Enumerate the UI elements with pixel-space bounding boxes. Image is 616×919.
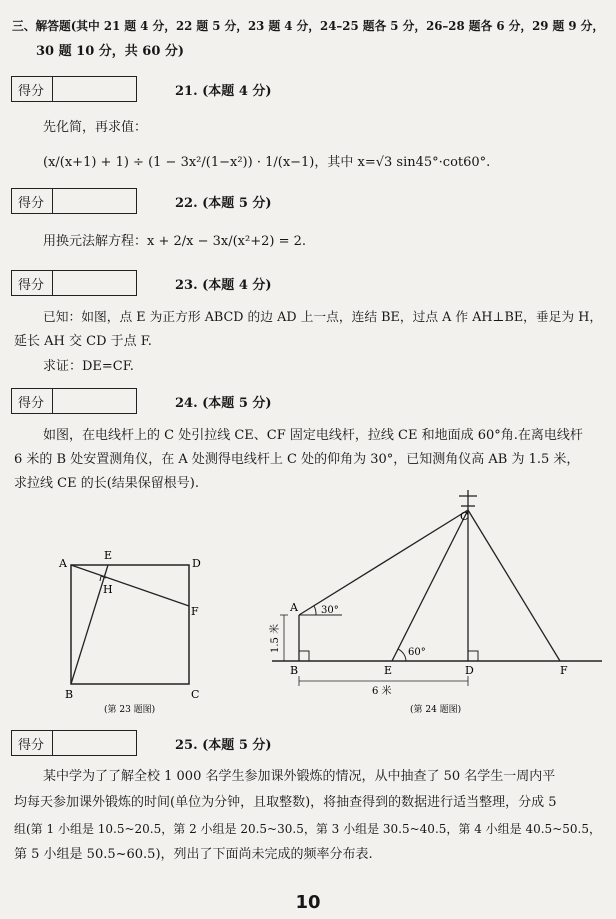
score-label: 得分 [18, 196, 45, 211]
sight-line-ac [299, 510, 468, 615]
fig24-caption: (第 24 题图) [410, 705, 462, 715]
right-angle-b [299, 651, 309, 661]
label-a: A [59, 557, 67, 570]
label-h: H [103, 583, 113, 596]
figure-24 [262, 488, 606, 720]
right-angle-d [468, 651, 478, 661]
angle-arc-a [314, 606, 316, 615]
q22-equation: 用换元法解方程：x + 2/x − 3x/(x²+2) = 2. [43, 234, 307, 249]
q24-line3: 求拉线 CE 的长(结果保留根号). [14, 476, 199, 491]
score-label: 得分 [18, 84, 45, 99]
score-label: 得分 [18, 278, 45, 293]
label-d: D [465, 664, 474, 677]
section-header-line1: 三、解答题(其中 21 题 4 分，22 题 5 分，23 题 4 分，24–25 题各 5 分，26–28 题各 6 分，29 题 9 分， [12, 19, 605, 33]
angle-a-label: 30° [321, 605, 339, 616]
q23-line1: 已知：如图，点 E 为正方形 ABCD 的边 AD 上一点，连结 BE，过点 A 作 AH⊥BE，垂足为 H， [43, 310, 603, 325]
square-abcd [71, 565, 189, 684]
fig23-caption: (第 23 题图) [104, 705, 156, 715]
score-box-23 [11, 270, 137, 296]
q24-heading: 24. (本题 5 分) [175, 396, 272, 411]
wire-ce [392, 510, 468, 661]
q24-line1: 如图，在电线杆上的 C 处引拉线 CE、CF 固定电线杆，拉线 CE 和地面成 60°角.在离电线杆 [43, 428, 583, 443]
q25-line1: 某中学为了了解全校 1 000 名学生参加课外锻炼的情况，从中抽查了 50 名学生一周内平 [43, 769, 556, 784]
label-c: C [191, 688, 200, 701]
score-label: 得分 [18, 738, 45, 753]
label-b: B [65, 688, 74, 701]
score-box-21 [11, 76, 137, 102]
q22-heading: 22. (本题 5 分) [175, 196, 272, 211]
label-d: D [192, 557, 201, 570]
label-f: F [560, 664, 568, 677]
score-box-24 [11, 388, 137, 414]
label-a: A [290, 601, 298, 614]
figure-23 [40, 545, 220, 720]
q21-heading: 21. (本题 4 分) [175, 84, 272, 99]
q21-expression: (x/(x+1) + 1) ÷ (1 − 3x²/(1−x²)) · 1/(x−1)，其中 x=√3 sin45°·cot60°. [43, 155, 491, 170]
label-b: B [290, 664, 299, 677]
segment-af [71, 565, 189, 606]
label-e: E [384, 664, 393, 677]
angle-e-label: 60° [408, 647, 426, 658]
score-box-22 [11, 188, 137, 214]
label-c: C [460, 510, 469, 523]
distance-label: 6 米 [372, 686, 392, 697]
q23-line2: 延长 AH 交 CD 于点 F. [14, 334, 152, 349]
q25-line4: 第 5 小组是 50.5~60.5)，列出了下面尚未完成的频率分布表. [14, 847, 373, 862]
q24-line2: 6 米的 B 处安置测角仪，在 A 处测得电线杆上 C 处的仰角为 30°，已知测角仪高 AB 为 1.5 米， [14, 452, 580, 467]
score-box-25 [11, 730, 137, 756]
label-f: F [191, 605, 199, 618]
q23-heading: 23. (本题 4 分) [175, 278, 272, 293]
page-number: 10 [295, 892, 321, 913]
label-e: E [104, 549, 113, 562]
q21-intro: 先化简，再求值： [43, 120, 148, 135]
wire-cf [468, 510, 560, 661]
height-label: 1.5 米 [270, 623, 281, 653]
q25-line2: 均每天参加课外锻炼的时间(单位为分钟，且取整数)，将抽查得到的数据进行适当整理，分成 5 [14, 795, 557, 810]
q23-line3: 求证：DE=CF. [43, 359, 134, 374]
angle-arc-e [398, 649, 406, 661]
section-header-line2: 30 题 10 分，共 60 分) [36, 44, 185, 59]
score-label: 得分 [18, 396, 45, 411]
q25-heading: 25. (本题 5 分) [175, 738, 272, 753]
q25-line3: 组(第 1 小组是 10.5~20.5，第 2 小组是 20.5~30.5，第 3 小组是 30.5~40.5，第 4 小组是 40.5~50.5， [14, 822, 601, 836]
